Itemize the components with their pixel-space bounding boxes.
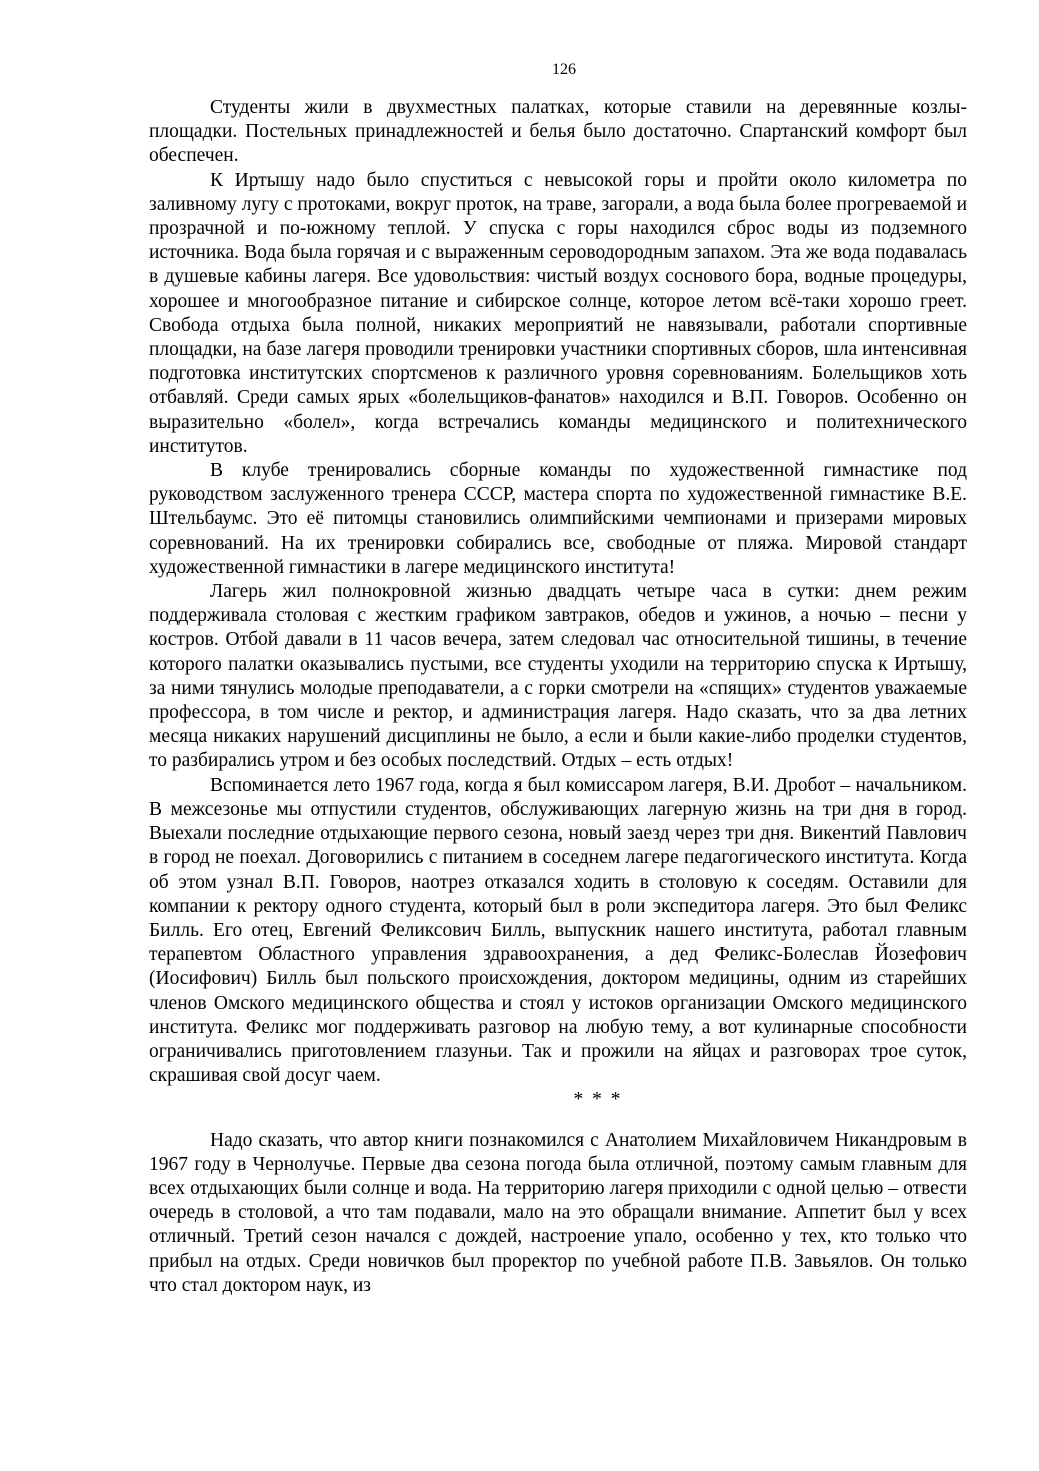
paragraph: Вспоминается лето 1967 года, когда я был комиссаром лагеря, В.И. Дробот – начальником. В межсезонье мы отпустили студентов, обслуживающих лагерную жизнь на три дня в город. Выехали последние отдыхающие первого сезона, новый заезд через три дня. Викентий Павлович в город не поехал. Договорились с питанием в соседнем лагере педагогического института. Когда об этом узнал В.П. Говоров, наотрез отказался ходить в столовую к соседям. Оставили для компании к ректору одного студента, который был в роли экспедитора лагеря. Это был Феликс Билль. Его отец, Евгений Феликсович Билль, выпускник нашего института, работал главным терапевтом Областного управления здравоохранения, а дед Феликс-Болеслав Йозефович (Иосифович) Билль был польского происхождения, доктором медицины, одним из старейших членов Омского медицинского общества и стоял у истоков организации Омского медицинского института. Феликс мог поддерживать разговор на любую тему, а вот кулинарные способности ограничивались приготовлением глазуньи. Так и прожили на яйцах и разговорах трое суток, скрашивая свой досуг чаем.	[149, 774, 967, 1087]
paragraph: К Иртышу надо было спуститься с невысокой горы и пройти около километра по заливному лугу с протоками, вокруг проток, на траве, загорали, а вода была более прогреваемой и прозрачной и по-южному теплой. У спуска с горы находился сброс воды из подземного источника. Вода была горячая и с выраженным сероводородным запахом. Эта же вода подавалась в душевые кабины лагеря. Все удовольствия: чистый воздух соснового бора, водные процедуры, хорошее и многообразное питание и сибирское солнце, которое летом всё-таки хорошо греет. Свобода отдыха была полной, никаких мероприятий не навязывали, работали спортивные площадки, на базе лагеря проводили тренировки участники спортивных сборов, шла интенсивная подготовка институтских спортсменов к различного уровня соревнованиям. Болельщиков хоть отбавляй. Среди самых ярых «болельщиков-фанатов» находился и В.П. Говоров. Особенно он выразительно «болел», когда встречались команды медицинского и политехнического институтов.	[149, 169, 967, 457]
paragraph: Студенты жили в двухместных палатках, которые ставили на деревянные козлы-площадки. Постельных принадлежностей и белья было достаточно. Спартанский комфорт был обеспечен.	[149, 97, 967, 167]
section-separator: * * *	[573, 1089, 623, 1111]
page-number: 126	[552, 61, 576, 78]
paragraph: Лагерь жил полнокровной жизнью двадцать четыре часа в сутки: днем режим поддерживала столовая с жестким графиком завтраков, обедов и ужинов, а ночью – песни у костров. Отбой давали в 11 часов вечера, затем следовал час относительной тишины, в течение которого палатки оказывались пустыми, все студенты уходили на территорию спуска к Иртышу, за ними тянулись молодые преподаватели, а с горки смотрели на «спящих» студентов уважаемые профессора, в том числе и ректор, и администрация лагеря. Надо сказать, что за два летних месяца никаких нарушений дисциплины не было, а если и были какие-либо проделки студентов, то разбирались утром и без особых последствий. Отдых – есть отдых!	[149, 581, 967, 772]
paragraph: В клубе тренировались сборные команды по художественной гимнастике под руководством заслуженного тренера СССР, мастера спорта по художественной гимнастике В.Е. Штельбаумс. Это её питомцы становились олимпийскими чемпионами и призерами мировых соревнований. На их тренировки собирались все, свободные от пляжа. Мировой стандарт художественной гимнастики в лагере медицинского института!	[149, 460, 967, 578]
paragraph: Надо сказать, что автор книги познакомился с Анатолием Михайловичем Никандровым в 1967 году в Чернолучье. Первые два сезона погода была отличной, поэтому самым главным для всех отдыхающих были солнце и вода. На территорию лагеря приходили с одной целью – отвести очередь в столовой, а что там подавали, мало на это обращали внимание. Аппетит был у всех отличный. Третий сезон начался с дождей, настроение упало, особенно у тех, кто только что прибыл на отдых. Среди новичков был проректор по учебной работе П.В. Завьялов. Он только что стал доктором наук, из	[149, 1129, 967, 1296]
document-page	[149, 58, 967, 1298]
